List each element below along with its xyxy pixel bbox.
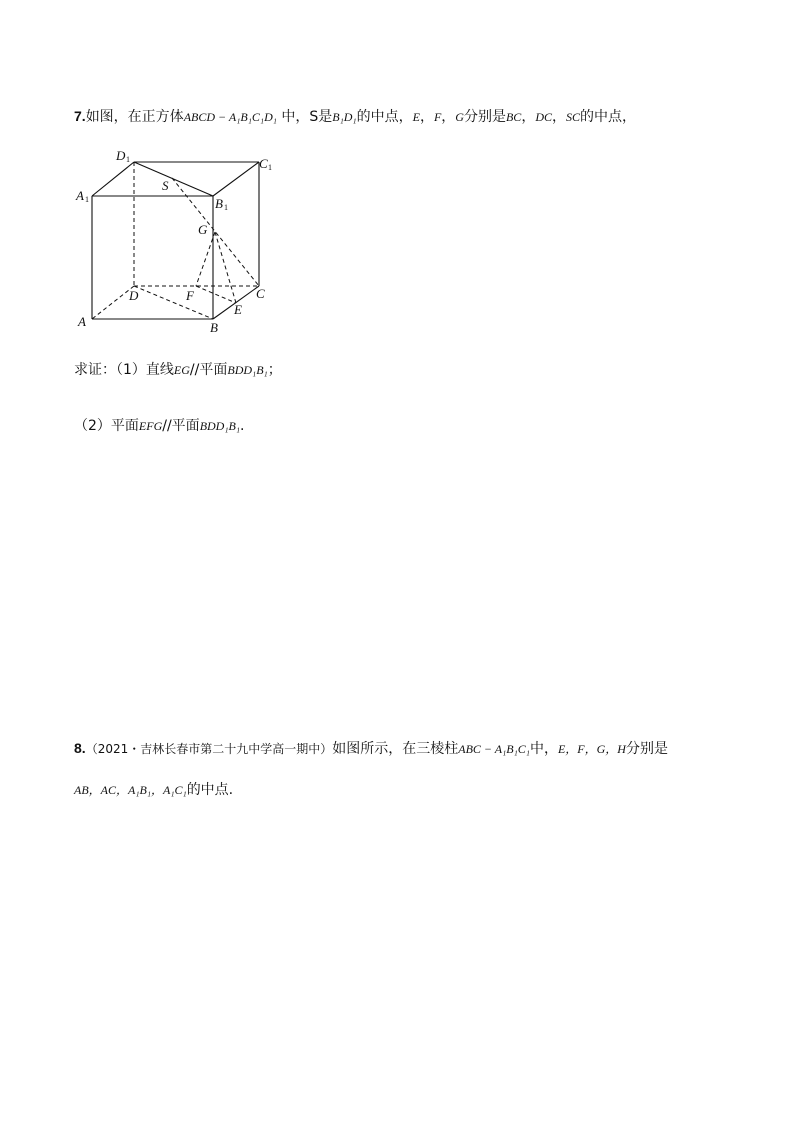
label-a1: A: [76, 188, 84, 203]
prism-notation: ABC − A₁B₁C₁: [458, 742, 530, 756]
text-segment: 中，S是: [276, 109, 333, 125]
segment-bc: BC: [505, 110, 522, 124]
proof-part-1: [74, 360, 282, 380]
point-e: E: [412, 110, 420, 124]
edge-c1b1: [213, 162, 259, 196]
plane-bdd1b1: BDD₁B₁: [199, 419, 241, 433]
label-a1-sub: 1: [85, 195, 89, 204]
segment-dc: DC: [535, 110, 552, 124]
problem-8-number: 8.: [74, 740, 86, 756]
label-f: F: [186, 288, 194, 303]
points-efgh: E，F，G，H: [557, 742, 626, 756]
text-segment: 如图，在正方体: [85, 109, 184, 125]
edge-da-hidden: [92, 286, 134, 319]
label-g: G: [198, 222, 208, 237]
cube-notation: ABCD − A₁B₁C₁D₁: [183, 110, 277, 124]
segment-b1d1: B₁D₁: [332, 110, 357, 124]
separator: ，: [441, 109, 456, 125]
segments-list: AB，AC，A₁B₁，A₁C₁: [74, 783, 187, 797]
text-segment: 分别是: [625, 741, 668, 757]
label-b1: B: [215, 196, 223, 211]
edge-a1d1: [92, 162, 134, 196]
seg-gf: [196, 232, 215, 286]
punctuation: .: [240, 418, 245, 434]
text-segment: 中，: [529, 741, 558, 757]
text-segment: （2）平面: [74, 418, 139, 434]
proof-part-2: [74, 416, 244, 436]
plane-bdd1b1: BDD₁B₁: [227, 363, 268, 377]
label-c: C: [256, 286, 265, 301]
text-segment: 分别是: [463, 109, 506, 125]
problem-7-number: 7.: [74, 108, 86, 124]
line-eg: EG: [173, 363, 190, 377]
separator: ，: [551, 109, 566, 125]
separator: ，: [419, 109, 434, 125]
plane-efg: EFG: [138, 419, 163, 433]
point-g: G: [455, 110, 464, 124]
text-segment: 求证：（1）直线: [74, 362, 174, 378]
segment-sc: SC: [565, 110, 580, 124]
label-d1: D: [116, 148, 126, 163]
problem-8-source: （2021・吉林长春市第二十九中学高一期中）: [85, 742, 333, 756]
seg-fe: [196, 286, 236, 303]
label-c1-sub: 1: [268, 163, 272, 172]
text-segment: 的中点.: [186, 782, 234, 798]
text-segment: 如图所示，在三棱柱: [332, 741, 459, 757]
label-s: S: [162, 178, 169, 193]
seg-ge: [215, 232, 236, 303]
punctuation: ；: [267, 362, 282, 378]
label-a: A: [78, 314, 86, 329]
problem-8-statement-cont: [74, 780, 233, 800]
parallel-symbol: //平面: [189, 362, 228, 378]
label-b1-sub: 1: [224, 203, 228, 212]
separator: ，: [521, 109, 536, 125]
label-c1: C: [259, 156, 268, 171]
diag-db-hidden: [134, 286, 213, 319]
label-b: B: [210, 320, 218, 334]
text-segment: 的中点，: [356, 109, 413, 125]
diag-d1b1: [134, 162, 213, 196]
label-e: E: [234, 302, 242, 317]
label-d1-sub: 1: [126, 155, 130, 164]
cube-figure: [72, 148, 284, 334]
point-f: F: [433, 110, 442, 124]
text-segment: 的中点，: [580, 109, 636, 125]
label-d: D: [129, 288, 139, 303]
problem-8-statement: [74, 738, 668, 759]
problem-7-statement: [74, 106, 636, 127]
parallel-symbol: //平面: [162, 418, 200, 434]
